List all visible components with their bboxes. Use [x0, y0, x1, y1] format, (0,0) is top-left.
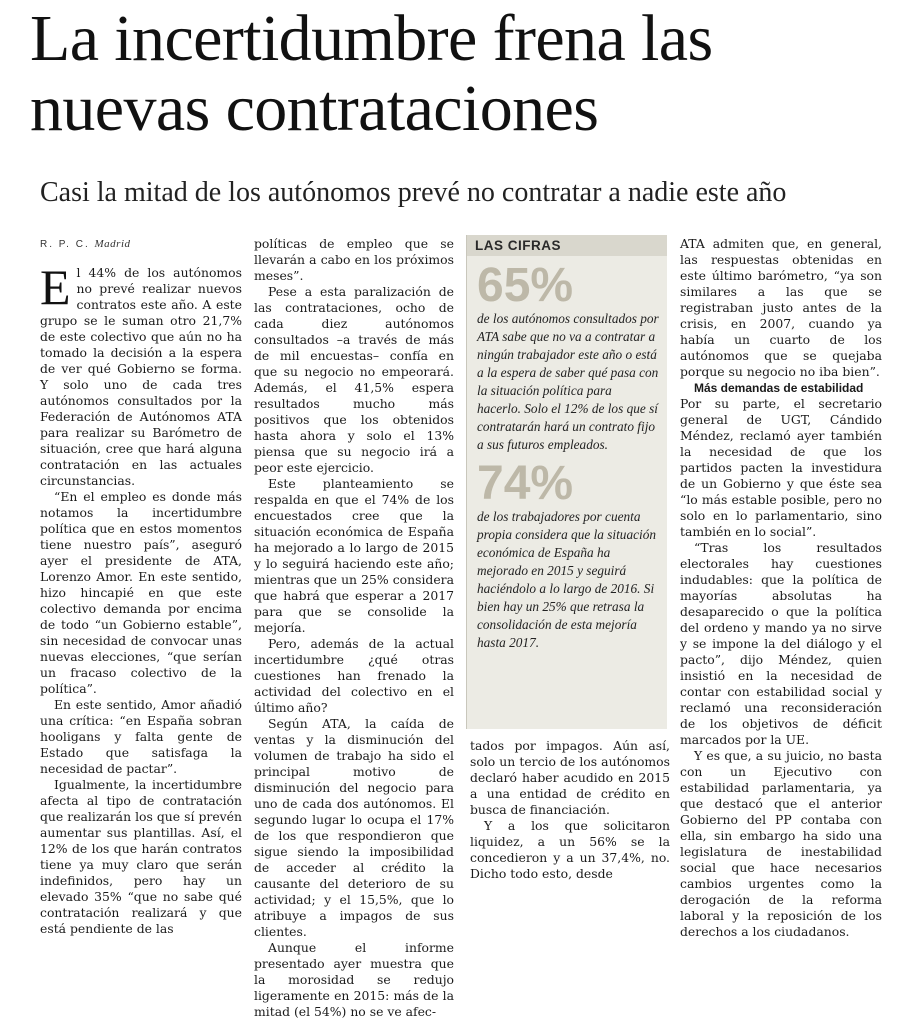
facts-box-title: LAS CIFRAS: [467, 235, 667, 256]
paragraph: tados por impagos. Aún así, solo un tercio de los autónomos declaró haber acudido en 2015 a una entidad de crédito en busca de financiación.: [470, 738, 670, 817]
paragraph: Según ATA, la caída de ventas y la disminución del volumen de trabajo ha sido el principal motivo de disminución del negocio para uno de cada dos autónomos. El segundo lugar lo ocupa el 17% de los que respondieron que sigue siendo la imposibilidad de acceder al crédito la causante del deterioro de su actividad; y el 15,5%, que lo atribuye a impagos de sus clientes.: [254, 716, 454, 939]
paragraph: Igualmente, la incertidumbre afecta al tipo de contratación que realizarán los que sí prevén aumentar sus plantillas. Así, el 12% de los que harán contratos tiene ya muy claro que serán indefinidos, pero hay un elevado 35% “que no sabe qué contratación realizará y que está pendiente de las: [40, 777, 242, 936]
paragraph: Pero, además de la actual incertidumbre ¿qué otras cuestiones han frenado la actividad del colectivo en el último año?: [254, 636, 454, 715]
article-column-1: [40, 236, 242, 937]
paragraph: Aunque el informe presentado ayer muestra que la morosidad se redujo ligeramente en 2015: más de la mitad (el 54%) no se ve afec-: [254, 940, 454, 1019]
byline: [40, 236, 242, 253]
paragraph: En este sentido, Amor añadió una crítica: “en España sobran hooligans y falta gente de Estado que satisfaga la necesidad de pactar”.: [40, 697, 242, 776]
paragraph: Este planteamiento se respalda en que el 74% de los encuestados cree que la situación económica de España ha mejorado a lo largo de 2015 y lo seguirá haciendo este año; mientras que un 25% considera que habrá que esperar a 2017 para que se consolide la mejoría.: [254, 476, 454, 635]
facts-box: [466, 235, 667, 729]
stat-2-text: de los trabajadores por cuenta propia considera que la situación económica de España ha mejorado en 2015 y seguirá haciéndolo a lo largo de 2016. Si bien hay un 25% que retrasa la consolidación de esta mejoría hasta 2017.: [477, 509, 657, 650]
paragraph: “Tras los resultados electorales hay cuestiones indudables: que la política de mayorías absolutas ha desaparecido o que la política del ordeno y mando ya no sirve y se impone la del diálogo y el pacto”, dijo Méndez, quien insistió en la necesidad de contar con estabilidad social y reclamó una reconsideración de los objetivos de déficit marcados por la UE.: [680, 540, 882, 747]
headline: La incertidumbre frena las nuevas contrataciones: [30, 2, 713, 145]
article-column-2: [254, 236, 454, 1020]
stat-2-value: 74%: [477, 457, 574, 510]
dropcap: E: [40, 259, 71, 315]
subheadline: Casi la mitad de los autónomos prevé no contratar a nadie este año: [40, 177, 787, 208]
paragraph: “En el empleo es donde más notamos la incertidumbre política que en estos momentos tiene nuestro país”, aseguró ayer el presidente de ATA, Lorenzo Amor. En este sentido, hizo hincapié en que este colectivo demanda por encima de todo “un Gobierno estable”, sin necesidad de convocar unas nuevas elecciones, “que serían un fracaso colectivo de la política”.: [40, 489, 242, 696]
byline-city: Madrid: [94, 238, 131, 250]
paragraph: Y a los que solicitaron liquidez, a un 56% se la concedieron y a un 37,4%, no. Dicho todo esto, desde: [470, 818, 670, 881]
stat-1-value: 65%: [477, 259, 574, 312]
paragraph: políticas de empleo que se llevarán a cabo en los próximos meses”.: [254, 236, 454, 283]
paragraph: Y es que, a su juicio, no basta con un Ejecutivo con estabilidad parlamentaria, ya que destacó que el anterior Gobierno del PP contaba con ella, sin embargo ha sido una legislatura de inestabilidad social que hace necesarios cambios urgentes como la derogación de la reforma laboral y la reposición de los derechos a los ciudadanos.: [680, 748, 882, 939]
article-column-4: [680, 236, 882, 940]
article-column-3: [470, 738, 670, 882]
paragraph: Pese a esta paralización de las contrataciones, ocho de cada diez autónomos consultados –a través de más de mil encuestas– confía en que su negocio no empeorará. Además, el 41,5% espera resultados mucho más positivos que los obtenidos hasta ahora y solo el 13% piensa que su negocio irá a peor este ejercicio.: [254, 284, 454, 475]
stat-1-text: de los autónomos consultados por ATA sabe que no va a contratar a ningún trabajador este año o está a la espera de saber qué pasa con la situación política para hacerlo. Solo el 12% de los que sí contratarán hará un contrato fijo a sus futuros empleados.: [477, 311, 659, 452]
byline-author: R. P. C.: [40, 239, 90, 250]
paragraph: Por su parte, el secretario general de UGT, Cándido Méndez, reclamó ayer también la necesidad de que los partidos pacten la investidura de un Gobierno y que éste sea “lo más estable posible, pero no solo en lo parlamentario, sino también en lo social”.: [680, 396, 882, 539]
paragraph: ATA admiten que, en general, las respuestas obtenidas en este último barómetro, “ya son similares a las que se registraban justo antes de la crisis, en 2007, cuando ya había un cuarto de los autónomos que se quejaba porque su negocio no iba bien”.: [680, 236, 882, 379]
lead-paragraph: El 44% de los autónomos no prevé realizar nuevos contratos este año. A este grupo se le suman otro 21,7% de este colectivo que aún no ha tomado la decisión a la espera de ver qué Gobierno se forma. Y solo uno de cada tres autónomos consultados por la Federación de Autónomos ATA para realizar su Barómetro de situación, cree que hará alguna contratación en las actuales circunstancias.: [40, 259, 242, 488]
section-subtitle: Más demandas de estabilidad: [694, 381, 864, 395]
